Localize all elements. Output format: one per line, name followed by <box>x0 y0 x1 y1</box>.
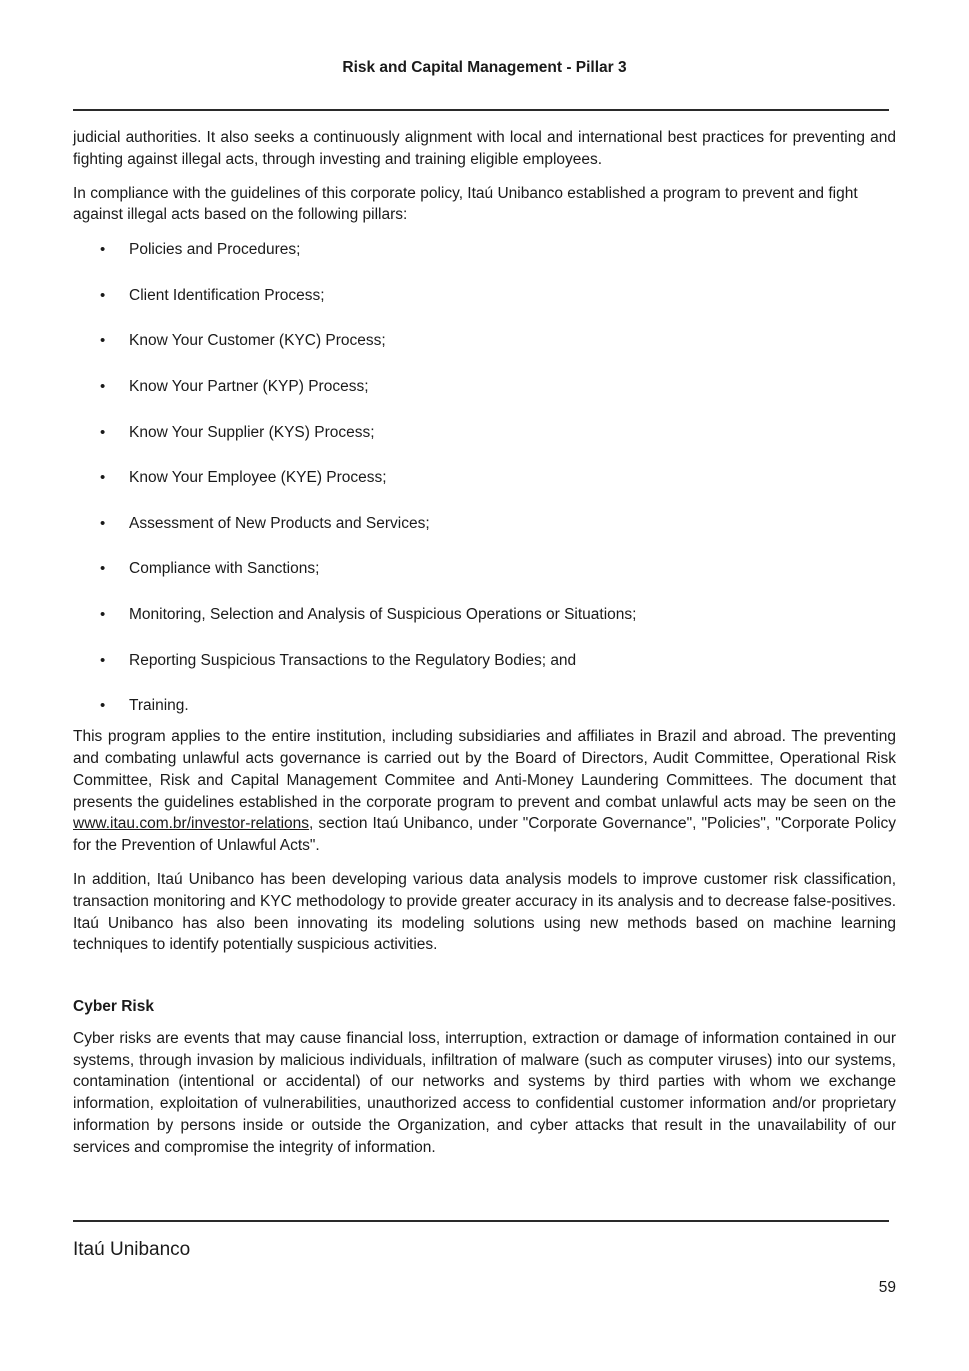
addition-paragraph: In addition, Itaú Unibanco has been developing various data analysis models to improve customer risk classification, transaction monitoring and KYC methodology to provide greater accuracy in its analysis and to decrease false-positives. Itaú Unibanco has also been innovating its modeling solutions using new methods based on machine learning techniques to identify potentially suspicious activities. <box>73 870 896 954</box>
list-item-text: Policies and Procedures; <box>129 241 301 259</box>
page-number: 59 <box>878 1279 896 1296</box>
bullet-icon: • <box>100 605 106 623</box>
list-item <box>73 557 896 603</box>
bullet-icon: • <box>100 514 106 532</box>
page-header-title: Risk and Capital Management - Pillar 3 <box>342 59 627 76</box>
bullet-icon: • <box>100 377 106 395</box>
footer-divider <box>73 1220 889 1222</box>
program-text-end: , section Itaú Unibanco, under "Corporate Governance", "Policies", "Corporate Policy for the Prevention of Unlawful Acts". <box>73 815 896 855</box>
list-item-text: Compliance with Sanctions; <box>129 560 320 578</box>
list-item <box>73 329 896 375</box>
compliance-paragraph: In compliance with the guidelines of this corporate policy, Itaú Unibanco established a program to prevent and fight against illegal acts based on the following pillars: <box>73 184 858 224</box>
bullet-icon: • <box>100 332 106 350</box>
investor-relations-link[interactable]: www.itau.com.br/investor-relations <box>73 815 310 833</box>
document-body <box>73 127 896 1171</box>
list-item <box>73 238 896 284</box>
list-item <box>73 512 896 558</box>
bullet-icon: • <box>100 651 106 669</box>
list-item <box>73 649 896 695</box>
cyber-risk-paragraph: Cyber risks are events that may cause financial loss, interruption, extraction or damage of information contained in our systems, through invasion by malicious individuals, infiltration of malware (such as computer viruses) into our systems, contamination (intentional or accidental) of our networks and systems by third parties with whom we exchange information, exploitation of vulnerabilities, unauthorized access to confidential customer information and/or proprietary information by persons inside or outside the Organization, and cyber attacks that result in the unavailability of our services and compromise the integrity of information. <box>73 1029 896 1156</box>
list-item-text: Know Your Partner (KYP) Process; <box>129 377 369 395</box>
list-item-text: Training. <box>129 697 189 715</box>
bullet-icon: • <box>100 560 106 578</box>
list-item <box>73 284 896 330</box>
bullet-icon: • <box>100 423 106 441</box>
list-item <box>73 375 896 421</box>
pillars-list <box>73 238 896 726</box>
list-item <box>73 694 896 726</box>
header-divider <box>73 109 889 111</box>
list-item-text: Monitoring, Selection and Analysis of Suspicious Operations or Situations; <box>129 605 637 623</box>
list-item-text: Assessment of New Products and Services; <box>129 514 430 532</box>
intro-paragraph: judicial authorities. It also seeks a continuously alignment with local and international best practices for preventing and fighting against illegal acts, through investing and training eligible employees. <box>73 129 896 168</box>
bullet-icon: • <box>100 469 106 487</box>
list-item-text: Client Identification Process; <box>129 286 325 304</box>
list-item <box>73 603 896 649</box>
bullet-icon: • <box>100 241 106 259</box>
program-text-start: This program applies to the entire institution, including subsidiaries and affiliates in Brazil and abroad. The preventing and combating unlawful acts governance is carried out by the Board of Directors, Audit Committee, Operational Risk Committee, Risk and Capital Management Commitee and Anti-Money Laundering Committees. The document that presents the guidelines established in the corporate program to prevent and combat unlawful acts may be seen on the <box>73 728 896 811</box>
list-item-text: Reporting Suspicious Transactions to the Regulatory Bodies; and <box>129 651 577 669</box>
bullet-icon: • <box>100 286 106 304</box>
list-item <box>73 421 896 467</box>
list-item <box>73 466 896 512</box>
list-item-text: Know Your Employee (KYE) Process; <box>129 469 387 487</box>
list-item-text: Know Your Customer (KYC) Process; <box>129 332 386 350</box>
program-paragraph <box>73 726 896 857</box>
footer-brand: Itaú Unibanco <box>73 1239 191 1260</box>
list-item-text: Know Your Supplier (KYS) Process; <box>129 423 375 441</box>
bullet-icon: • <box>100 697 106 715</box>
cyber-risk-heading: Cyber Risk <box>73 998 154 1016</box>
